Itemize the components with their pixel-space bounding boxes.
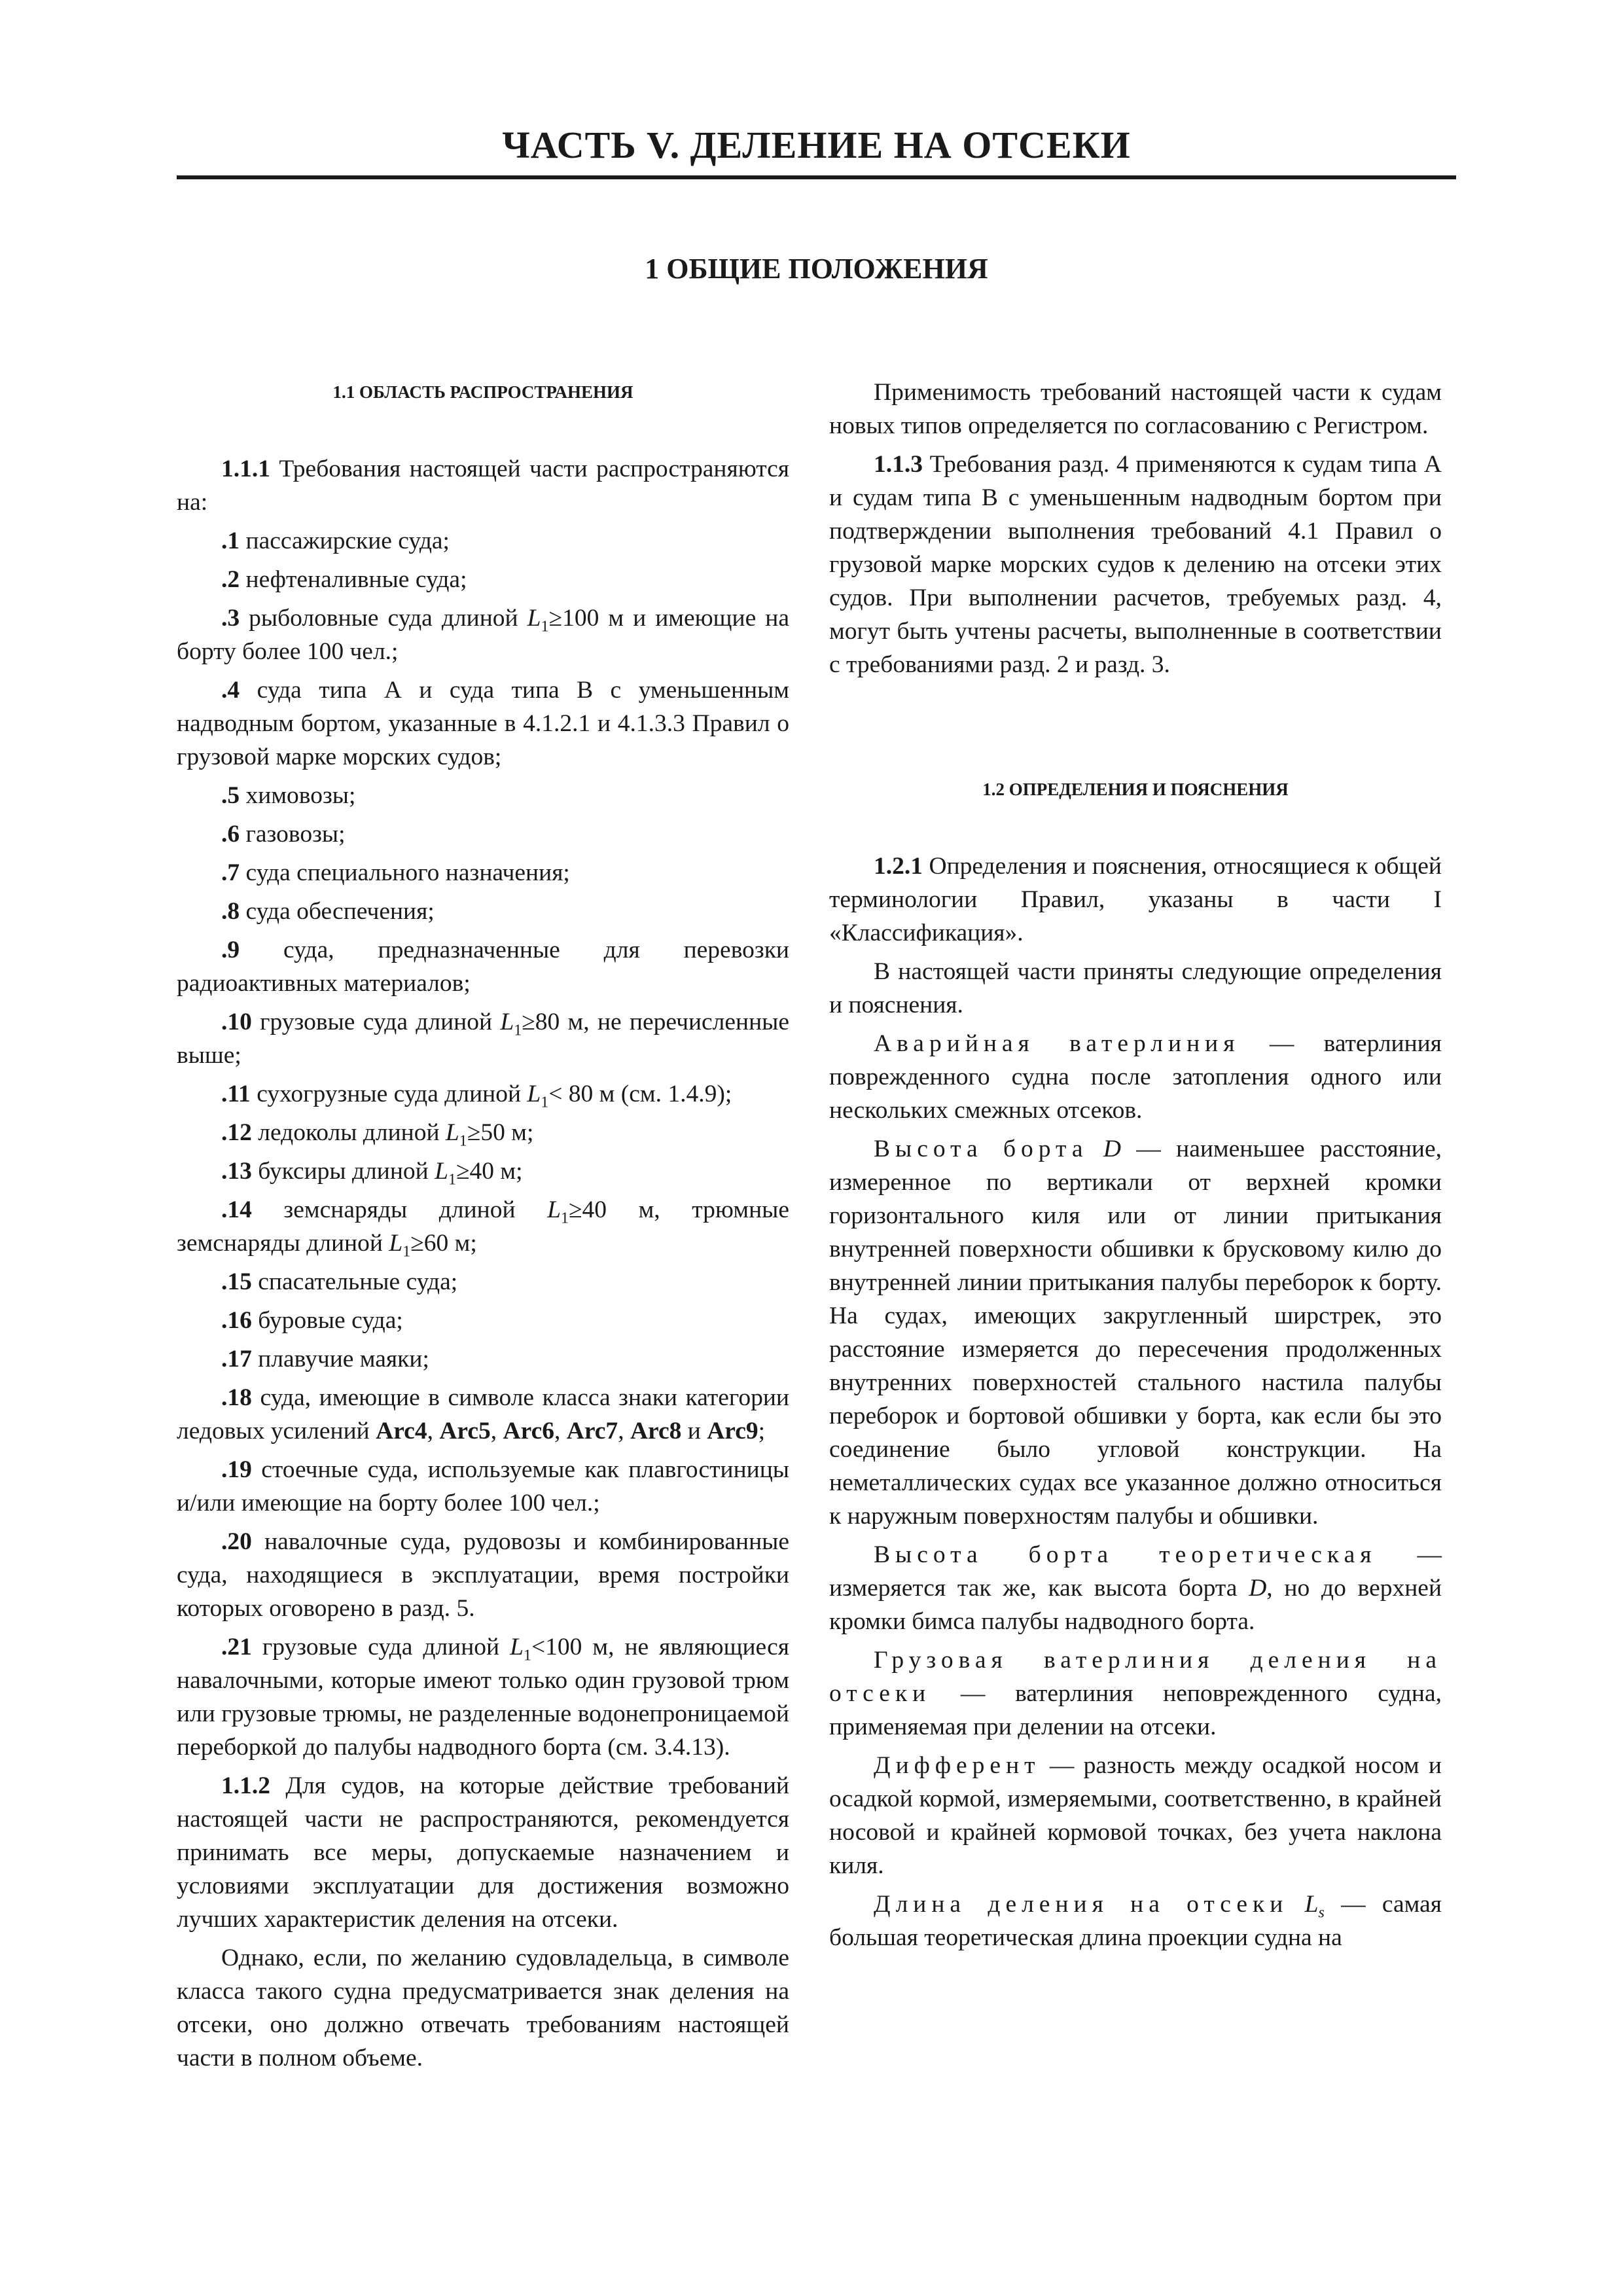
list-item	[177, 817, 789, 851]
item-text: суда типа А и суда типа В с уменьшенным надводным бортом, указанные в 4.1.2.1 и 4.1.3.3 Правил о грузовой марке морских судов;	[177, 677, 790, 770]
definition-text: — измеряется так же, как высота борта	[829, 1541, 1442, 1602]
item-text: буксиры длиной	[258, 1158, 429, 1185]
item-number: .7	[221, 859, 240, 886]
list-item	[177, 895, 789, 928]
math-symbol: L	[527, 1081, 541, 1107]
list-item	[177, 1005, 789, 1072]
item-number: .5	[221, 782, 240, 809]
item-text-rest: ≥100 м и имеющие на борту более 100 чел.;	[177, 605, 789, 665]
right-column	[829, 376, 1442, 1960]
math-symbol: L	[527, 605, 541, 632]
para-1-1-2	[177, 1769, 789, 1936]
list-item	[177, 1342, 789, 1376]
conjunction: и	[687, 1418, 701, 1444]
para-number: 1.1.1	[221, 456, 270, 482]
definition-text: — самая большая теоретическая длина проекции судна на	[829, 1891, 1442, 1951]
item-text: суда, имеющие в символе класса знаки категории ледовых усилений	[177, 1384, 789, 1444]
heading-1-1: 1.1 ОБЛАСТЬ РАСПРОСТРАНЕНИЯ	[332, 382, 633, 402]
list-item	[177, 779, 789, 812]
ice-class-arc5: Arc5	[439, 1418, 491, 1444]
item-number: .3	[221, 605, 240, 632]
math-symbol: D	[1249, 1575, 1267, 1602]
ice-class-arc9: Arc9	[707, 1418, 758, 1444]
item-number: .11	[221, 1081, 251, 1107]
list-item	[177, 1265, 789, 1299]
list-item	[177, 1453, 789, 1520]
math-symbol: L	[389, 1230, 403, 1257]
definition	[829, 1538, 1442, 1638]
item-number: .14	[221, 1196, 252, 1223]
item-text-rest: ≥80 м, не перечисленные выше;	[177, 1009, 790, 1069]
item-number: .19	[221, 1456, 252, 1483]
para-adopted: В настоящей части приняты следующие определения и пояснения.	[829, 958, 1442, 1018]
list-item	[177, 1525, 789, 1625]
item-text: плавучие маяки;	[258, 1346, 429, 1372]
definition-text: — разность между осадкой носом и осадкой кормой, измеряемыми, соответственно, в крайней носовой и крайней кормовой точках, без учета наклона киля.	[829, 1752, 1442, 1879]
item-text: земснаряды длиной	[283, 1196, 516, 1223]
list-item	[177, 673, 789, 774]
item-text: суда специального назначения;	[245, 859, 570, 886]
section-title: 1 ОБЩИЕ ПОЛОЖЕНИЯ	[645, 253, 988, 285]
para-text: Для судов, на которые действие требований настоящей части не распространяются, рекомендуется принимать все меры, допускаемые назначением и условиями эксплуатации для достижения возможно лучших характеристик деления на отсеки.	[177, 1772, 789, 1933]
para-applicability: Применимость требований настоящей части к судам новых типов определяется по согласованию с Регистром.	[829, 379, 1442, 439]
item-number: .10	[221, 1009, 252, 1035]
list-item	[177, 856, 789, 889]
para-however: Однако, если, по желанию судовладельца, в символе класса такого судна предусматривается знак деления на отсеки, оно должно отвечать требованиям настоящей части в полном объеме.	[177, 1945, 789, 2072]
item-text-rest: ≥40 м, трюмные земснаряды длиной	[177, 1196, 789, 1257]
definition-term: Длина деления на отсеки	[874, 1891, 1289, 1918]
item-number: .20	[221, 1528, 252, 1555]
item-number: .13	[221, 1158, 252, 1185]
heading-1-2: 1.2 ОПРЕДЕЛЕНИЯ И ПОЯСНЕНИЯ	[982, 780, 1289, 799]
item-text-rest: < 80 м (см. 1.4.9);	[548, 1081, 732, 1107]
math-subscript: 1	[402, 1243, 411, 1261]
math-symbol: L	[1304, 1891, 1319, 1918]
para-1-2-1	[829, 850, 1442, 950]
item-number: .2	[221, 566, 240, 593]
math-symbol: L	[500, 1009, 514, 1035]
ice-class-arc8: Arc8	[630, 1418, 682, 1444]
math-subscript: 1	[541, 1094, 549, 1111]
list-item	[177, 933, 789, 1000]
para-number: 1.1.2	[221, 1772, 270, 1799]
math-subscript: 1	[523, 1647, 531, 1664]
item-text: стоечные суда, используемые как плавгостиницы и/или имеющие на борту более 100 чел.;	[177, 1456, 789, 1516]
definition	[829, 1027, 1442, 1127]
part-title: ЧАСТЬ V. ДЕЛЕНИЕ НА ОТСЕКИ	[502, 124, 1131, 166]
definition-text: — ватерлиния поврежденного судна после затопления одного или нескольких смежных отсеков.	[829, 1030, 1442, 1124]
para-text: Требования разд. 4 применяются к судам типа А и судам типа В с уменьшенным надводным бортом при подтверждении выполнения требований 4.1 Правил о грузовой марке морских судов к делению на отсеки этих судов. При выполнении расчетов, требуемых разд. 4, могут быть учтены расчеты, выполненные в соответствии с требованиями разд. 2 и разд. 3.	[829, 451, 1442, 678]
para-number: 1.2.1	[874, 853, 923, 880]
item-text: грузовые суда длиной	[260, 1009, 493, 1035]
item-text: грузовые суда длиной	[262, 1634, 500, 1660]
item-text-rest: <100 м, не являющиеся навалочными, которые имеют только один грузовой трюм или грузовые трюмы, не разделенные водонепроницаемой переборкой до палубы надводного борта (см. 3.4.13).	[177, 1634, 789, 1761]
item-number: .1	[221, 528, 240, 554]
item-text-rest: ≥50 м;	[467, 1119, 534, 1146]
math-subscript: 1	[448, 1171, 456, 1189]
item-text: пассажирские суда;	[245, 528, 450, 554]
item-text: спасательные суда;	[258, 1268, 458, 1295]
para-number: 1.1.3	[874, 451, 923, 478]
para-text: Требования настоящей части распространяются на:	[177, 456, 789, 516]
ice-class-arc6: Arc6	[503, 1418, 554, 1444]
list-item-18: .18 суда, имеющие в символе класса знаки категории ледовых усилений Arc4, Arc5, Arc6, Arc7, Arc8 и Arc9;	[177, 1384, 789, 1444]
item-text: газовозы;	[245, 821, 346, 848]
math-symbol: L	[445, 1119, 459, 1146]
definition	[829, 1749, 1442, 1882]
item-number: .8	[221, 898, 240, 925]
item-text: суда, предназначенные для перевозки радиоактивных материалов;	[177, 937, 790, 997]
definition-term: Высота борта теоретическая	[874, 1541, 1377, 1568]
definition	[829, 1643, 1442, 1744]
item-text: рыболовные суда длиной	[249, 605, 518, 632]
list-item	[177, 1077, 789, 1111]
item-number: .9	[221, 937, 240, 963]
item-text: буровые суда;	[258, 1307, 403, 1334]
list-item	[177, 563, 789, 596]
math-subscript: 1	[560, 1210, 569, 1227]
list-item	[177, 1630, 789, 1764]
math-symbol: L	[510, 1634, 524, 1660]
definition	[829, 1132, 1442, 1533]
definition-term: Грузовая ватерлиния деления на отсеки	[829, 1647, 1442, 1707]
item-text-rest: ≥60 м;	[410, 1230, 477, 1257]
list-item	[177, 1116, 789, 1149]
item-number: .6	[221, 821, 240, 848]
definition-term: Дифферент	[874, 1752, 1041, 1779]
list-item	[177, 1155, 789, 1188]
item-text: ледоколы длиной	[258, 1119, 440, 1146]
definition-text: — наименьшее расстояние, измеренное по вертикали от верхней кромки горизонтального киля или от линии притыкания внутренней поверхности обшивки к брусковому килю до внутренней линии притыкания палубы переборок к борту. На судах, имеющих закругленный ширстрек, это расстояние измеряется до пересечения продолженных внутренних поверхностей стального настила палубы переборок и бортовой обшивки у борта, как если бы это соединение было угловой конструкции. На неметаллических судах все указанное должно относиться к наружным поверхностям палубы и обшивки.	[829, 1136, 1442, 1530]
list-item	[177, 601, 789, 668]
list-item	[177, 524, 789, 558]
item-number: .18	[221, 1384, 252, 1411]
math-subscript: 1	[459, 1132, 467, 1150]
item-number: .15	[221, 1268, 252, 1295]
math-symbol: L	[435, 1158, 448, 1185]
item-text: нефтеналивные суда;	[245, 566, 467, 593]
para-1-1-1	[177, 452, 789, 519]
item-text: навалочные суда, рудовозы и комбинированные суда, находящиеся в эксплуатации, время постройки которых оговорено в разд. 5.	[177, 1528, 790, 1622]
math-symbol: L	[547, 1196, 561, 1223]
item-number: .17	[221, 1346, 252, 1372]
item-number: .16	[221, 1307, 252, 1334]
item-text: суда обеспечения;	[245, 898, 435, 925]
math-subscript: s	[1318, 1904, 1325, 1922]
math-subscript: 1	[514, 1022, 522, 1039]
item-text: сухогрузные суда длиной	[257, 1081, 522, 1107]
definition-text-rest: , но до верхней кромки бимса палубы надводного борта.	[829, 1575, 1442, 1635]
item-number: .12	[221, 1119, 252, 1146]
ice-class-arc7: Arc7	[566, 1418, 618, 1444]
item-text: химовозы;	[245, 782, 356, 809]
list-item	[177, 1304, 789, 1337]
list-item	[177, 1193, 789, 1260]
math-symbol: D	[1103, 1136, 1121, 1162]
ice-class-arc4: Arc4	[376, 1418, 427, 1444]
math-subscript: 1	[541, 618, 549, 636]
definition-term: Высота борта	[874, 1136, 1088, 1162]
title-rule	[177, 175, 1456, 179]
para-text: Определения и пояснения, относящиеся к общей терминологии Правил, указаны в части I «Классификация».	[829, 853, 1442, 946]
left-column	[177, 376, 789, 2080]
definition-term: Аварийная ватерлиния	[874, 1030, 1240, 1057]
para-1-1-3	[829, 448, 1442, 681]
definition	[829, 1888, 1442, 1954]
item-text-rest: ≥40 м;	[455, 1158, 523, 1185]
item-number: .4	[221, 677, 240, 704]
definition-text: — ватерлиния неповрежденного судна, применяемая при делении на отсеки.	[829, 1680, 1442, 1740]
item-number: .21	[221, 1634, 252, 1660]
